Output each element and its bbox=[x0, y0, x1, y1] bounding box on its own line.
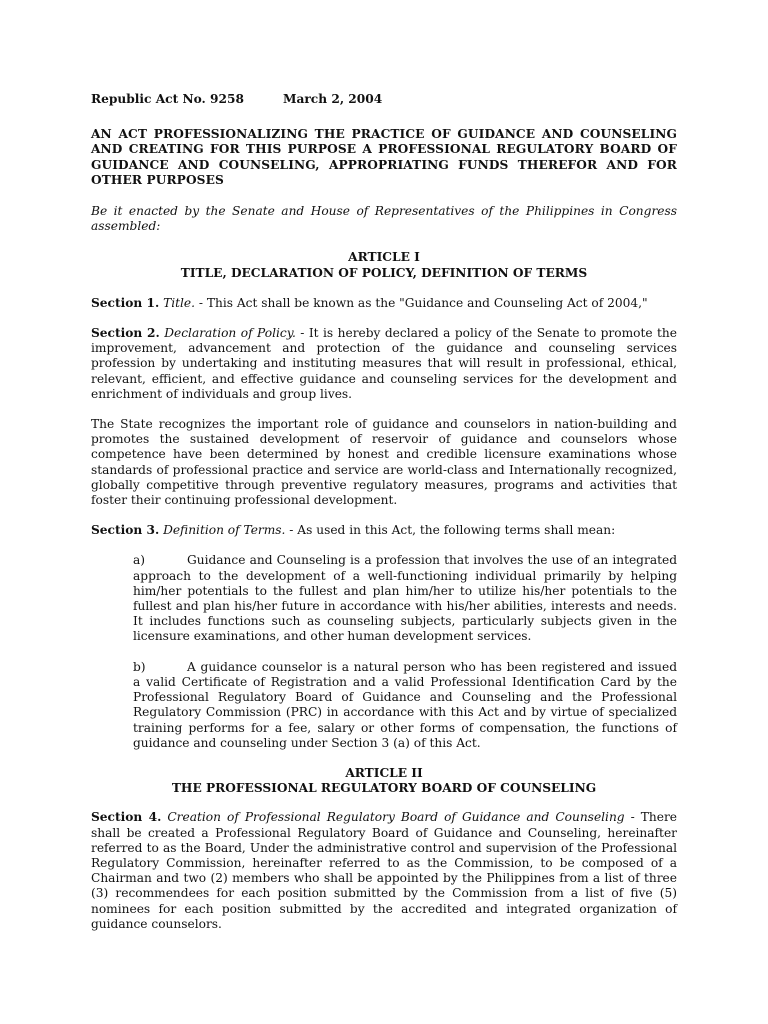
section-1-text: - This Act shall be known as the "Guidance and Counseling Act of 2004," bbox=[195, 295, 648, 310]
section-1 bbox=[91, 296, 677, 311]
section-2-label: Section 2. bbox=[91, 326, 160, 341]
item-letter: b) bbox=[133, 659, 146, 674]
section-4-text: - There shall be created a Professional Regulatory Board of Guidance and Counseling, hereinafter referred to as the Board, Under the administrative control and supervision of the Professional Regulatory Commission, hereinafter referred to as the Commission, to be composed of a Chairman and two (2) members who shall be appointed by the Philippines from a list of three (3) recommendees for each position submitted by the Commission from a list of five (5) nominees for each position submitted by the accredited and integrated organization of guidance counselors. bbox=[91, 810, 677, 931]
section-4 bbox=[91, 810, 677, 932]
item-letter: a) bbox=[133, 553, 146, 568]
section-4-label: Section 4. bbox=[91, 810, 162, 825]
section-3-text: - As used in this Act, the following terms shall mean: bbox=[285, 523, 616, 538]
document-page bbox=[91, 92, 677, 947]
section-2 bbox=[91, 326, 677, 402]
article-2-title: THE PROFESSIONAL REGULATORY BOARD OF COUNSELING bbox=[171, 781, 597, 796]
section-2-name: Declaration of Policy. bbox=[164, 326, 296, 341]
article-2-heading bbox=[91, 766, 677, 796]
article-1-number: ARTICLE I bbox=[348, 250, 420, 265]
section-3-label: Section 3. bbox=[91, 523, 160, 538]
article-2-number: ARTICLE II bbox=[345, 765, 423, 780]
item-text: Guidance and Counseling is a profession that involves the use of an integrated approach to the development of a well-functioning individual primarily by helping him/her potentials to the fullest and plan him/her to utilize his/her potentials to the fullest and plan his/her future in accordance with his/her abilities, interests and needs. It includes functions such as counseling subjects, particularly subjects given in the licensure examinations, and other human development services. bbox=[133, 553, 677, 644]
article-1-title: TITLE, DECLARATION OF POLICY, DEFINITION OF TERMS bbox=[180, 265, 588, 280]
act-title: AN ACT PROFESSIONALIZING THE PRACTICE OF GUIDANCE AND COUNSELING AND CREATING FOR THIS PURPOSE A PROFESSIONAL REGULATORY BOARD OF GUIDANCE AND COUNSELING, APPROPRIATING FUNDS THEREFOR AND FOR OTHER PURPOSES bbox=[91, 127, 677, 187]
section-1-label: Section 1. bbox=[91, 295, 160, 310]
section-2-text: - It is hereby declared a policy of the Senate to promote the improvement, advancement and protection of the guidance and counseling services profession by undertaking and instituting measures that will result in professional, ethical, relevant, efficient, and effective guidance and counseling services for the development and enrichment of individuals and group lives. bbox=[91, 326, 677, 401]
definition-item bbox=[133, 553, 677, 644]
section-4-name: Creation of Professional Regulatory Board of Guidance and Counseling bbox=[167, 810, 625, 825]
section-2-paragraph-2: The State recognizes the important role of guidance and counselors in nation-building and promotes the sustained development of reservoir of guidance and counselors whose competence have been determined by honest and credible licensure examinations whose standards of professional practice and service are world-class and Internationally recognized, globally competitive through preventive regulatory measures, programs and activities that foster their continuing professional development. bbox=[91, 417, 677, 508]
article-1-heading bbox=[91, 250, 677, 280]
enacting-clause: Be it enacted by the Senate and House of Representatives of the Philippines in Congress assembled: bbox=[91, 204, 677, 234]
section-3 bbox=[91, 523, 677, 538]
act-number: Republic Act No. 9258 bbox=[91, 92, 244, 106]
section-3-name: Definition of Terms. bbox=[163, 523, 286, 538]
item-text: A guidance counselor is a natural person who has been registered and issued a valid Certificate of Registration and a valid Professional Identification Card by the Professional Regulatory Board of Guidance and Counseling and the Professional Regulatory Commission (PRC) in accordance with this Act and by virtue of specialized training performs for a fee, salary or other forms of compensation, the functions of guidance and counseling under Section 3 (a) of this Act. bbox=[133, 659, 677, 750]
section-1-name: Title. bbox=[163, 295, 195, 310]
definition-item bbox=[133, 660, 677, 751]
act-header bbox=[91, 92, 677, 107]
act-date: March 2, 2004 bbox=[283, 92, 383, 106]
